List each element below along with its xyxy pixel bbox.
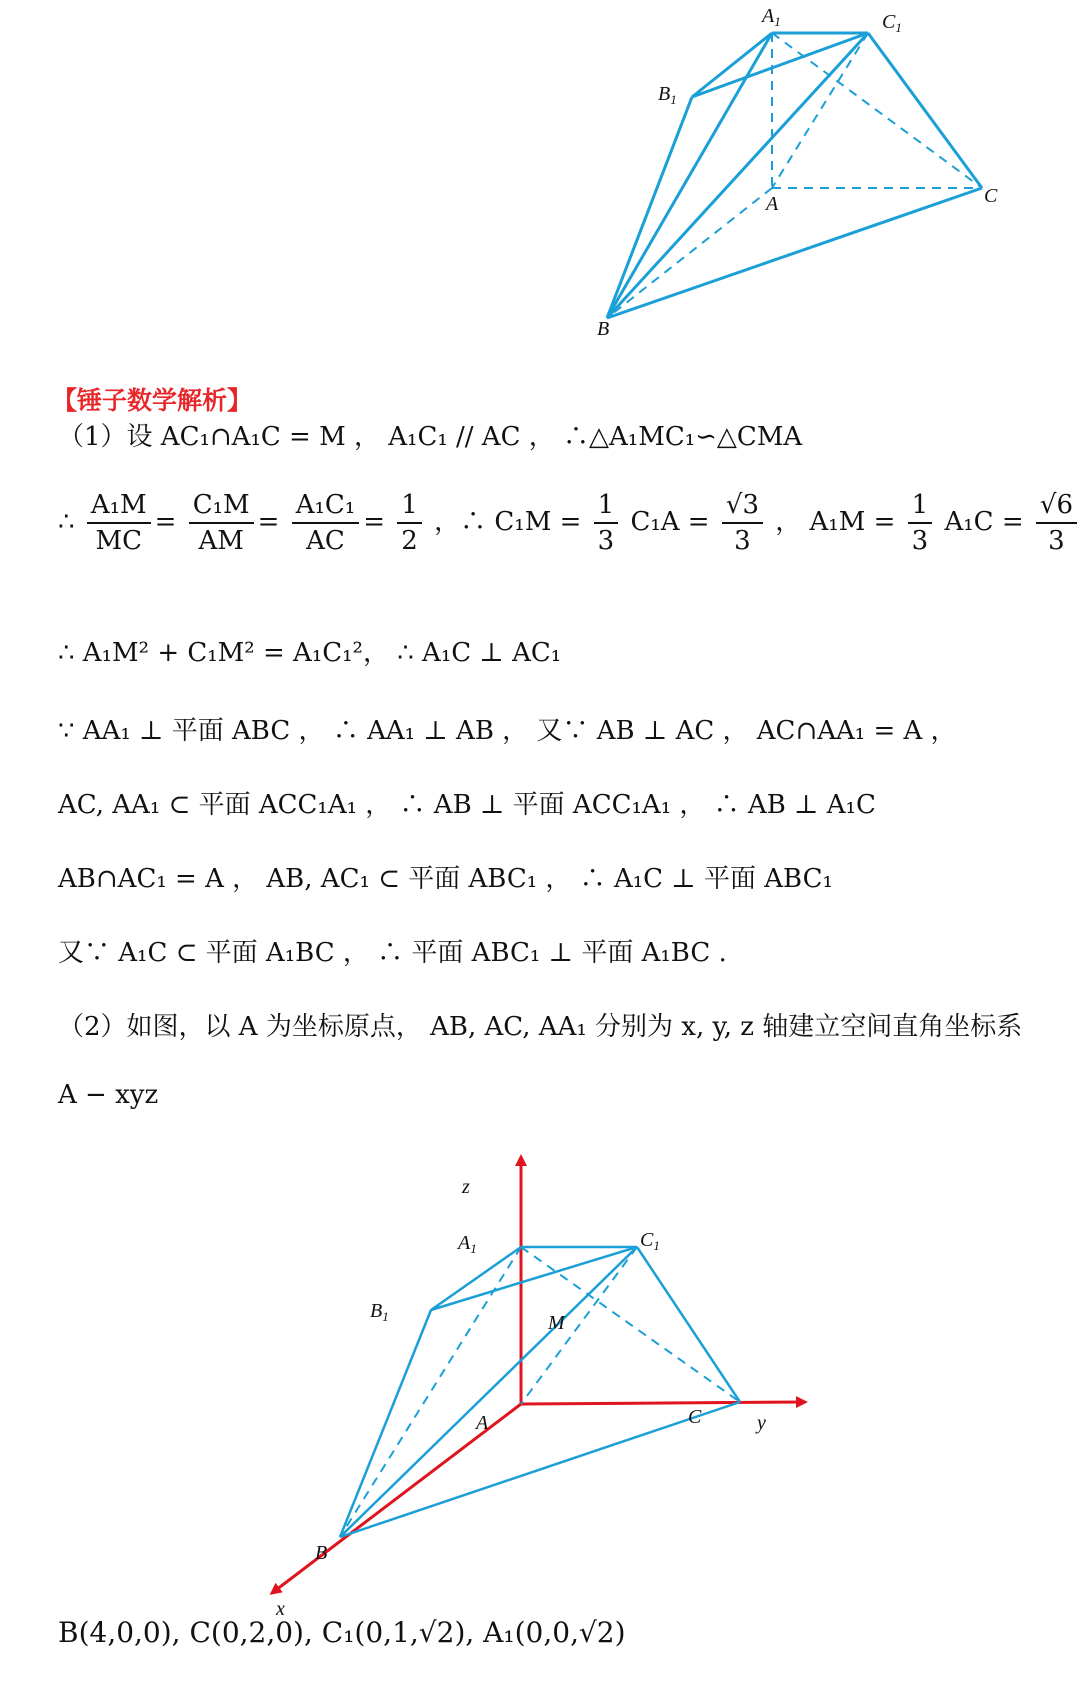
solution-line-3: ∴ A₁M² + C₁M² = A₁C₁²， ∴ A₁C ⊥ AC₁ bbox=[58, 638, 562, 668]
fraction: $\frac{1}{2}$ bbox=[397, 488, 422, 558]
solution-line-10: B(4,0,0), C(0,2,0), C₁(0,1,√2), A₁(0,0,√2) bbox=[58, 1616, 626, 1649]
label-b1: $B_1$ bbox=[370, 1300, 389, 1324]
figure-prism-top bbox=[597, 0, 1080, 350]
fraction: $\frac{\text{A₁C₁}}{AC}$ bbox=[292, 488, 360, 558]
label-c1: $C_1$ bbox=[882, 11, 902, 35]
fraction: $\frac{\text{A₁M}}{MC}$ bbox=[87, 488, 151, 558]
solution-line-1: （1）设 AC₁∩A₁C = M ， A₁C₁ // AC ， ∴△A₁MC₁∽△CMA bbox=[58, 422, 803, 452]
axis-label-y: y bbox=[757, 1412, 766, 1434]
axis-label-x: x bbox=[276, 1598, 285, 1620]
label-a1: $A_1$ bbox=[458, 1232, 477, 1256]
label-b: B bbox=[597, 318, 610, 340]
solution-line-9: A − xyz bbox=[58, 1080, 159, 1110]
solution-line-7: 又∵ A₁C ⊂ 平面 A₁BC ， ∴ 平面 ABC₁ ⊥ 平面 A₁BC . bbox=[58, 938, 727, 968]
solution-line-8: （2）如图，以 A 为坐标原点， AB, AC, AA₁ 分别为 x, y, z 轴建立空间直角坐标系 bbox=[58, 1012, 1023, 1042]
fraction: $\frac{1}{3}$ bbox=[908, 488, 933, 558]
solution-line-2: ∴ $\frac{\text{A₁M}}{MC}$ = $\frac{\text{C₁M}}{AM}$ = $\frac{\text{A₁C₁}}{AC}$ = $\frac{1}{2}$ ，∴ C₁M = $\frac{1}{3}$ C₁A = $\frac{√3}{3}$ ， A₁M = $\frac{1}{3}$ A₁C = $\frac{√6}{3}$ bbox=[58, 488, 1081, 558]
label-a: A bbox=[476, 1412, 489, 1434]
fraction: $\frac{1}{3}$ bbox=[594, 488, 619, 558]
label-b: B bbox=[315, 1542, 328, 1564]
figure-coordinate-system bbox=[260, 1145, 820, 1620]
label-c: C bbox=[984, 185, 998, 207]
label-b1: $B_1$ bbox=[658, 83, 677, 107]
solution-line-6: AB∩AC₁ = A ， AB, AC₁ ⊂ 平面 ABC₁ ， ∴ A₁C ⊥ 平面 ABC₁ bbox=[58, 864, 833, 894]
axis-label-z: z bbox=[462, 1176, 470, 1198]
solution-line-5: AC, AA₁ ⊂ 平面 ACC₁A₁ ， ∴ AB ⊥ 平面 ACC₁A₁ ， ∴ AB ⊥ A₁C bbox=[58, 790, 876, 820]
fraction: $\frac{√6}{3}$ bbox=[1036, 488, 1077, 558]
label-a: A bbox=[766, 193, 779, 215]
solution-line-4: ∵ AA₁ ⊥ 平面 ABC ， ∴ AA₁ ⊥ AB ， 又∵ AB ⊥ AC ， AC∩AA₁ = A ， bbox=[58, 716, 957, 746]
analysis-heading: 【锤子数学解析】 bbox=[52, 386, 253, 415]
label-c1: $C_1$ bbox=[640, 1229, 660, 1253]
fraction: $\frac{\text{C₁M}}{AM}$ bbox=[189, 488, 254, 558]
fraction: $\frac{√3}{3}$ bbox=[722, 488, 763, 558]
label-m: M bbox=[548, 1312, 565, 1334]
label-a1: $A_1$ bbox=[762, 5, 781, 29]
label-c: C bbox=[688, 1406, 702, 1428]
